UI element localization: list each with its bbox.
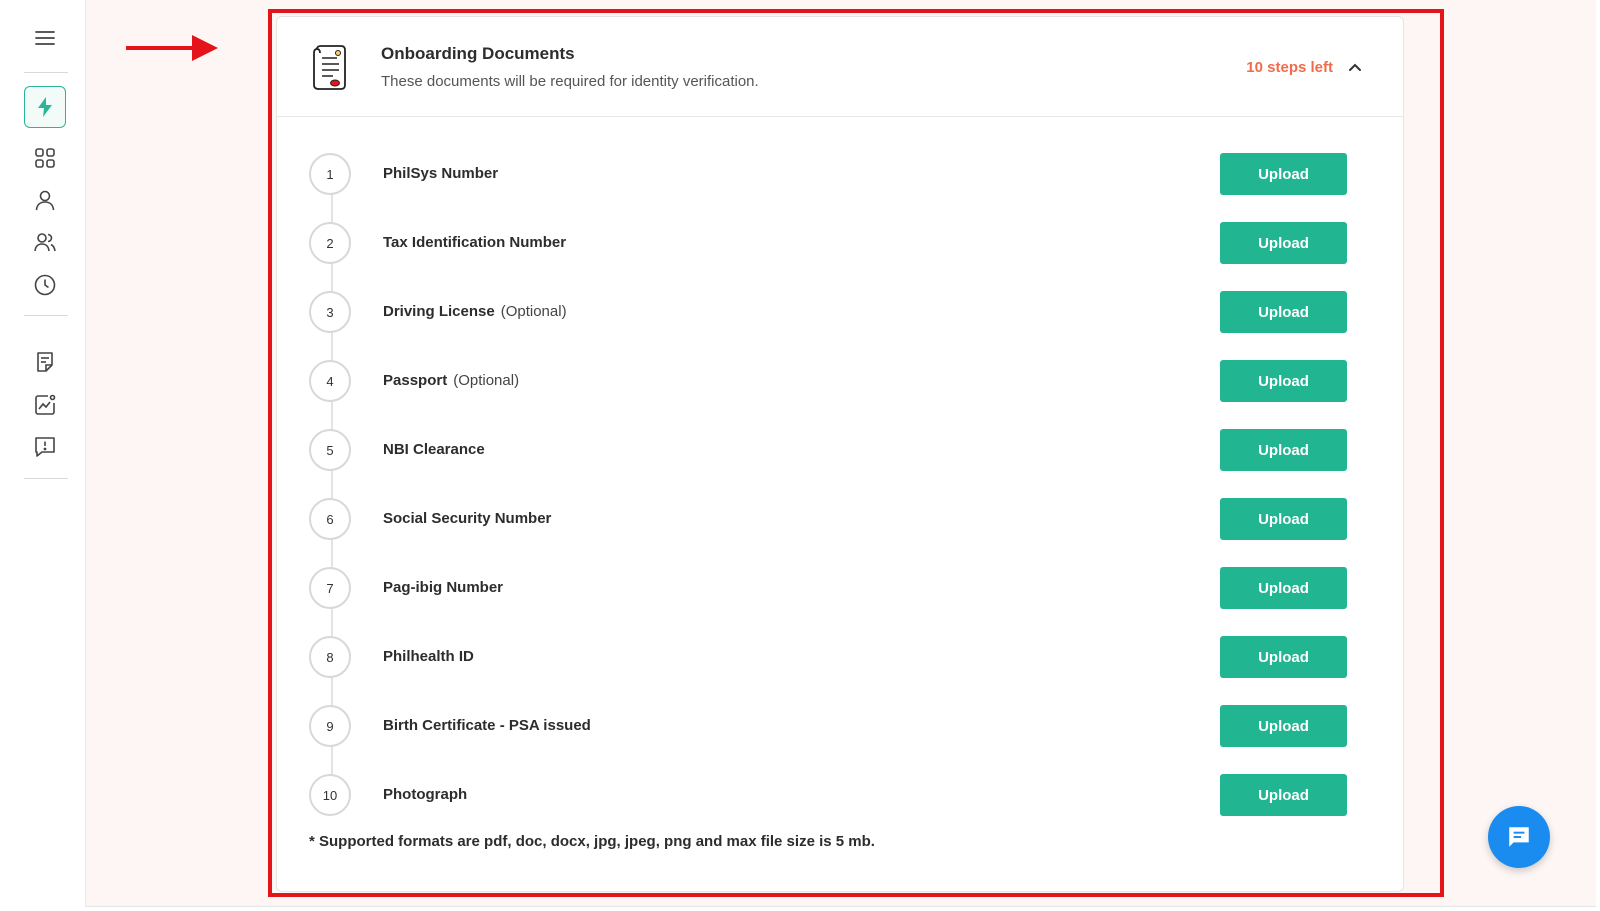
step-label-text: Tax Identification Number [383,234,567,251]
step-row [277,549,1403,618]
step-label-text: Driving License [383,303,495,320]
step-number: 5 [309,429,351,471]
supported-formats-note: * Supported formats are pdf, doc, docx, jpg, jpeg, png and max file size is 5 mb. [309,833,875,850]
chevron-up-icon[interactable] [1345,57,1365,77]
document-icon[interactable] [24,341,66,383]
red-arrow-icon [126,33,222,63]
step-row [277,411,1403,480]
step-row [277,756,1403,825]
step-label [383,717,591,734]
step-row [277,204,1403,273]
step-row [277,342,1403,411]
step-number: 9 [309,705,351,747]
document-scroll-icon [311,45,347,91]
card-subtitle: These documents will be required for identity verification. [381,73,759,90]
step-number: 6 [309,498,351,540]
clock-icon[interactable] [24,264,66,306]
sidebar-divider [24,72,68,73]
step-number: 3 [309,291,351,333]
upload-button[interactable]: Upload [1220,636,1347,678]
step-number: 2 [309,222,351,264]
step-optional-tag: (Optional) [453,372,520,389]
users-icon[interactable] [24,221,66,263]
step-label [383,372,519,389]
sidebar [4,0,86,907]
upload-button[interactable]: Upload [1220,567,1347,609]
step-label-text: Birth Certificate - PSA issued [383,717,591,734]
step-label [383,234,566,251]
upload-button[interactable]: Upload [1220,360,1347,402]
step-number: 1 [309,153,351,195]
steps-left-badge: 10 steps left [1246,59,1333,76]
step-label-text: Pag-ibig Number [383,579,504,596]
step-label [383,648,474,665]
chat-icon [1506,824,1532,850]
step-label-text: Social Security Number [383,510,552,527]
step-label [383,303,567,320]
upload-button[interactable]: Upload [1220,498,1347,540]
step-optional-tag: (Optional) [500,303,567,320]
card-header[interactable] [277,17,1403,117]
step-label-text: Passport [383,372,448,389]
onboarding-documents-card [276,16,1404,892]
sidebar-divider [24,315,68,316]
step-label-text: Philhealth ID [383,648,474,665]
upload-button[interactable]: Upload [1220,705,1347,747]
step-row [277,618,1403,687]
menu-icon[interactable] [24,17,66,59]
grid-icon[interactable] [24,137,66,179]
upload-button[interactable]: Upload [1220,774,1347,816]
step-number: 8 [309,636,351,678]
step-row [277,480,1403,549]
analytics-icon[interactable] [24,384,66,426]
step-number: 4 [309,360,351,402]
step-label [383,510,551,527]
step-number: 10 [309,774,351,816]
lightning-icon[interactable] [24,86,66,128]
card-title: Onboarding Documents [381,44,575,63]
chat-button[interactable] [1488,806,1550,868]
user-icon[interactable] [24,179,66,221]
upload-button[interactable]: Upload [1220,291,1347,333]
step-row [277,273,1403,342]
step-label [383,165,498,182]
step-number: 7 [309,567,351,609]
sidebar-divider [24,478,68,479]
step-row [277,687,1403,756]
step-label-text: NBI Clearance [383,441,485,458]
step-row [277,135,1403,204]
step-label-text: Photograph [383,786,468,803]
upload-button[interactable]: Upload [1220,429,1347,471]
feedback-icon[interactable] [24,426,66,468]
step-label-text: PhilSys Number [383,165,499,182]
upload-button[interactable]: Upload [1220,222,1347,264]
step-label [383,786,467,803]
step-label [383,579,503,596]
upload-button[interactable]: Upload [1220,153,1347,195]
step-label [383,441,485,458]
